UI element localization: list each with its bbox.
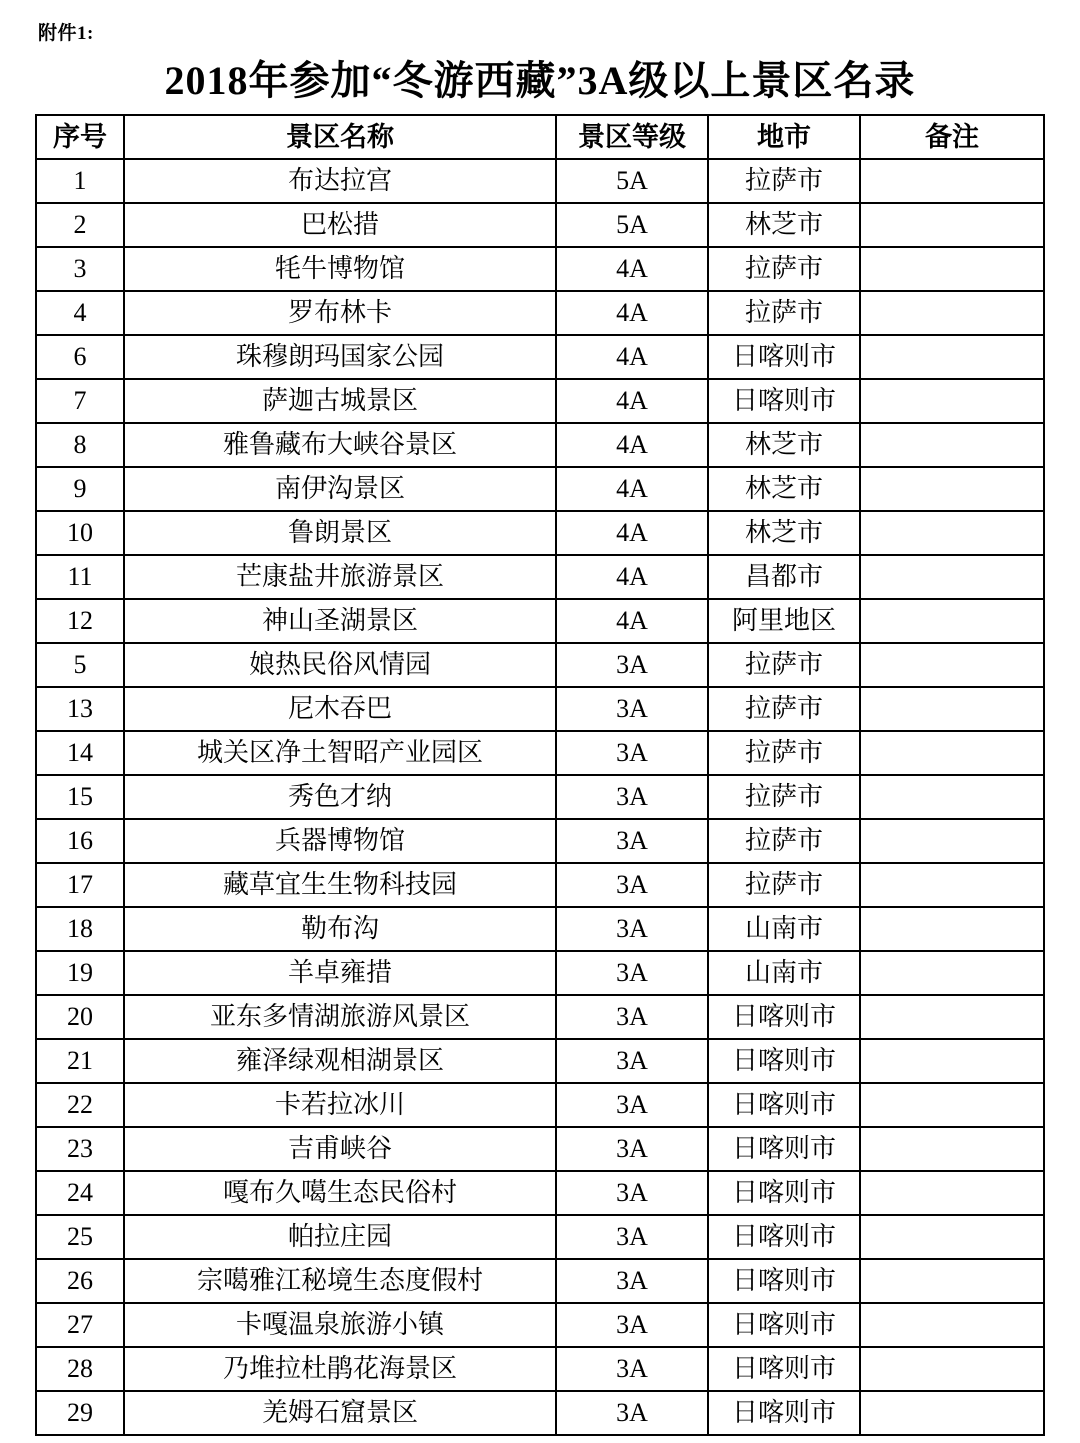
cell-note [860, 1391, 1044, 1435]
cell-note [860, 379, 1044, 423]
cell-city: 日喀则市 [708, 1303, 860, 1347]
table-row [36, 1391, 1044, 1435]
cell-name: 城关区净土智昭产业园区 [124, 731, 556, 775]
table-row [36, 467, 1044, 511]
cell-note [860, 687, 1044, 731]
cell-name: 雍泽绿观相湖景区 [124, 1039, 556, 1083]
cell-name: 羌姆石窟景区 [124, 1391, 556, 1435]
cell-name: 嘎布久噶生态民俗村 [124, 1171, 556, 1215]
cell-city: 日喀则市 [708, 1127, 860, 1171]
cell-note [860, 819, 1044, 863]
cell-note [860, 863, 1044, 907]
cell-note [860, 1215, 1044, 1259]
cell-note [860, 731, 1044, 775]
cell-name: 秀色才纳 [124, 775, 556, 819]
table-row [36, 1303, 1044, 1347]
cell-index: 3 [36, 247, 124, 291]
cell-level: 3A [556, 1171, 708, 1215]
cell-note [860, 1171, 1044, 1215]
cell-city: 阿里地区 [708, 599, 860, 643]
cell-index: 9 [36, 467, 124, 511]
cell-index: 10 [36, 511, 124, 555]
table-row [36, 1039, 1044, 1083]
cell-city: 山南市 [708, 907, 860, 951]
table-row [36, 995, 1044, 1039]
cell-level: 3A [556, 1083, 708, 1127]
cell-level: 4A [556, 379, 708, 423]
cell-index: 25 [36, 1215, 124, 1259]
cell-level: 3A [556, 731, 708, 775]
cell-index: 11 [36, 555, 124, 599]
table-row [36, 335, 1044, 379]
cell-index: 26 [36, 1259, 124, 1303]
column-header-name: 景区名称 [124, 115, 556, 159]
cell-note [860, 159, 1044, 203]
cell-note [860, 291, 1044, 335]
cell-level: 4A [556, 599, 708, 643]
table-row [36, 379, 1044, 423]
cell-name: 羊卓雍措 [124, 951, 556, 995]
cell-level: 4A [556, 335, 708, 379]
cell-city: 日喀则市 [708, 1083, 860, 1127]
cell-city: 拉萨市 [708, 687, 860, 731]
cell-level: 3A [556, 995, 708, 1039]
cell-city: 日喀则市 [708, 1391, 860, 1435]
cell-city: 林芝市 [708, 467, 860, 511]
cell-index: 15 [36, 775, 124, 819]
cell-level: 3A [556, 819, 708, 863]
cell-city: 拉萨市 [708, 159, 860, 203]
table-row [36, 907, 1044, 951]
cell-name: 宗噶雅江秘境生态度假村 [124, 1259, 556, 1303]
table-row [36, 1083, 1044, 1127]
cell-name: 罗布林卡 [124, 291, 556, 335]
column-header-city: 地市 [708, 115, 860, 159]
column-header-note: 备注 [860, 115, 1044, 159]
cell-name: 萨迦古城景区 [124, 379, 556, 423]
cell-level: 3A [556, 951, 708, 995]
cell-name: 卡嘎温泉旅游小镇 [124, 1303, 556, 1347]
cell-index: 22 [36, 1083, 124, 1127]
table-row [36, 423, 1044, 467]
cell-level: 4A [556, 423, 708, 467]
cell-index: 13 [36, 687, 124, 731]
cell-level: 4A [556, 247, 708, 291]
cell-note [860, 907, 1044, 951]
cell-note [860, 995, 1044, 1039]
cell-note [860, 1303, 1044, 1347]
cell-level: 3A [556, 1391, 708, 1435]
cell-name: 兵器博物馆 [124, 819, 556, 863]
table-body [36, 159, 1044, 1435]
cell-name: 卡若拉冰川 [124, 1083, 556, 1127]
cell-level: 3A [556, 1039, 708, 1083]
cell-city: 拉萨市 [708, 643, 860, 687]
cell-level: 5A [556, 159, 708, 203]
cell-name: 神山圣湖景区 [124, 599, 556, 643]
cell-index: 18 [36, 907, 124, 951]
cell-level: 3A [556, 687, 708, 731]
cell-level: 3A [556, 1259, 708, 1303]
cell-city: 拉萨市 [708, 731, 860, 775]
cell-city: 日喀则市 [708, 379, 860, 423]
cell-city: 拉萨市 [708, 819, 860, 863]
cell-city: 日喀则市 [708, 1347, 860, 1391]
cell-name: 尼木吞巴 [124, 687, 556, 731]
cell-note [860, 467, 1044, 511]
cell-level: 4A [556, 467, 708, 511]
cell-level: 3A [556, 1303, 708, 1347]
cell-note [860, 951, 1044, 995]
cell-index: 28 [36, 1347, 124, 1391]
cell-city: 日喀则市 [708, 995, 860, 1039]
table-row [36, 599, 1044, 643]
cell-level: 3A [556, 863, 708, 907]
cell-city: 日喀则市 [708, 1215, 860, 1259]
cell-city: 林芝市 [708, 423, 860, 467]
cell-index: 5 [36, 643, 124, 687]
table-row [36, 819, 1044, 863]
table-row [36, 863, 1044, 907]
cell-name: 勒布沟 [124, 907, 556, 951]
cell-name: 巴松措 [124, 203, 556, 247]
cell-name: 亚东多情湖旅游风景区 [124, 995, 556, 1039]
table-row [36, 159, 1044, 203]
cell-note [860, 335, 1044, 379]
cell-name: 藏草宜生生物科技园 [124, 863, 556, 907]
cell-city: 日喀则市 [708, 1171, 860, 1215]
cell-name: 鲁朗景区 [124, 511, 556, 555]
scenic-area-table [35, 114, 1045, 1436]
cell-index: 27 [36, 1303, 124, 1347]
table-header-row [36, 115, 1044, 159]
cell-city: 林芝市 [708, 203, 860, 247]
cell-level: 3A [556, 907, 708, 951]
cell-level: 3A [556, 1347, 708, 1391]
cell-level: 3A [556, 775, 708, 819]
cell-index: 23 [36, 1127, 124, 1171]
table-row [36, 1171, 1044, 1215]
table-row [36, 1127, 1044, 1171]
cell-note [860, 1127, 1044, 1171]
cell-index: 12 [36, 599, 124, 643]
cell-city: 日喀则市 [708, 1259, 860, 1303]
cell-city: 林芝市 [708, 511, 860, 555]
cell-name: 南伊沟景区 [124, 467, 556, 511]
cell-level: 3A [556, 643, 708, 687]
table-row [36, 1259, 1044, 1303]
page-title: 2018年参加“冬游西藏”3A级以上景区名录 [164, 58, 916, 103]
cell-level: 4A [556, 555, 708, 599]
cell-level: 3A [556, 1127, 708, 1171]
cell-name: 布达拉宫 [124, 159, 556, 203]
cell-level: 4A [556, 291, 708, 335]
column-header-index: 序号 [36, 115, 124, 159]
cell-note [860, 775, 1044, 819]
table-row [36, 555, 1044, 599]
cell-note [860, 1347, 1044, 1391]
table-row [36, 203, 1044, 247]
cell-index: 1 [36, 159, 124, 203]
cell-index: 14 [36, 731, 124, 775]
cell-name: 芒康盐井旅游景区 [124, 555, 556, 599]
cell-note [860, 203, 1044, 247]
cell-index: 21 [36, 1039, 124, 1083]
table-row [36, 1347, 1044, 1391]
cell-city: 山南市 [708, 951, 860, 995]
cell-index: 7 [36, 379, 124, 423]
cell-note [860, 643, 1044, 687]
table-row [36, 687, 1044, 731]
cell-index: 20 [36, 995, 124, 1039]
attachment-label: 附件1: [38, 23, 94, 44]
cell-city: 拉萨市 [708, 863, 860, 907]
cell-city: 昌都市 [708, 555, 860, 599]
cell-index: 8 [36, 423, 124, 467]
table-row [36, 511, 1044, 555]
cell-name: 珠穆朗玛国家公园 [124, 335, 556, 379]
cell-name: 娘热民俗风情园 [124, 643, 556, 687]
cell-note [860, 247, 1044, 291]
table-row [36, 775, 1044, 819]
cell-index: 19 [36, 951, 124, 995]
cell-index: 6 [36, 335, 124, 379]
cell-level: 4A [556, 511, 708, 555]
cell-index: 4 [36, 291, 124, 335]
cell-note [860, 511, 1044, 555]
table-row [36, 1215, 1044, 1259]
cell-level: 5A [556, 203, 708, 247]
cell-city: 拉萨市 [708, 291, 860, 335]
cell-name: 乃堆拉杜鹃花海景区 [124, 1347, 556, 1391]
column-header-level: 景区等级 [556, 115, 708, 159]
cell-index: 29 [36, 1391, 124, 1435]
cell-note [860, 423, 1044, 467]
table-row [36, 951, 1044, 995]
table-header [36, 115, 1044, 159]
table-row [36, 291, 1044, 335]
cell-name: 雅鲁藏布大峡谷景区 [124, 423, 556, 467]
table-row [36, 731, 1044, 775]
cell-note [860, 1259, 1044, 1303]
cell-index: 2 [36, 203, 124, 247]
cell-note [860, 1083, 1044, 1127]
cell-note [860, 599, 1044, 643]
cell-city: 日喀则市 [708, 335, 860, 379]
cell-index: 16 [36, 819, 124, 863]
cell-index: 24 [36, 1171, 124, 1215]
cell-name: 牦牛博物馆 [124, 247, 556, 291]
cell-index: 17 [36, 863, 124, 907]
cell-note [860, 1039, 1044, 1083]
cell-city: 拉萨市 [708, 775, 860, 819]
cell-city: 拉萨市 [708, 247, 860, 291]
cell-level: 3A [556, 1215, 708, 1259]
cell-name: 吉甫峡谷 [124, 1127, 556, 1171]
cell-name: 帕拉庄园 [124, 1215, 556, 1259]
cell-note [860, 555, 1044, 599]
table-row [36, 247, 1044, 291]
cell-city: 日喀则市 [708, 1039, 860, 1083]
table-row [36, 643, 1044, 687]
